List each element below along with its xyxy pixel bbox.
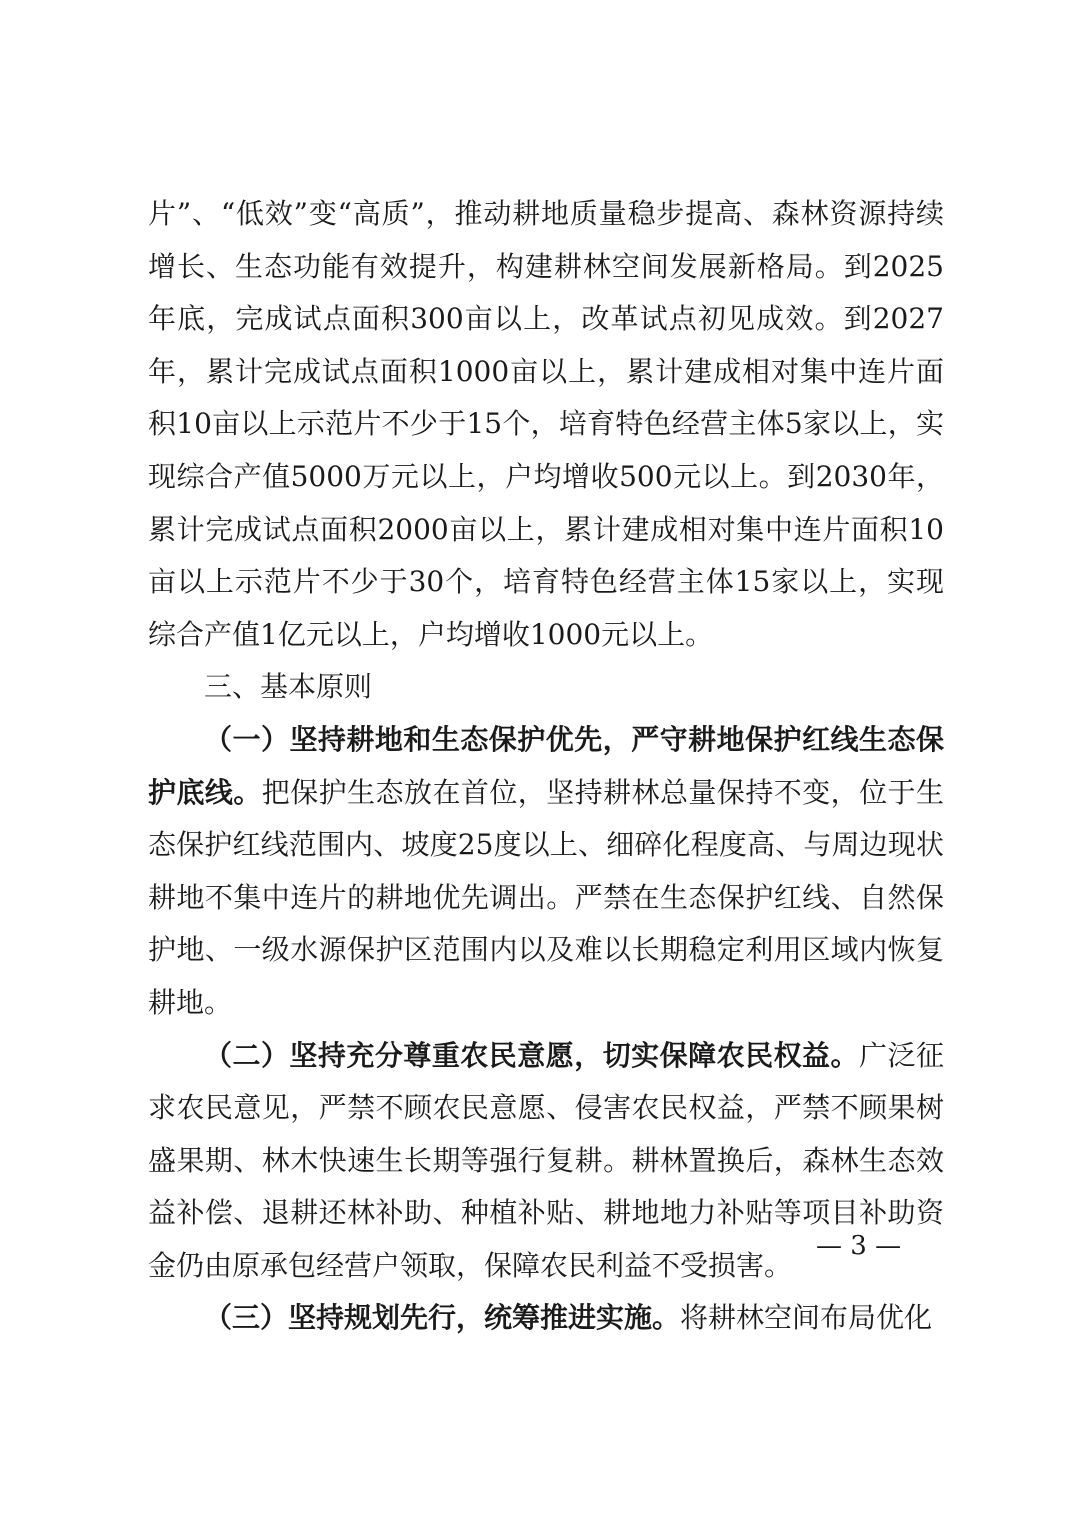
principle-1-title: （一）坚持耕地和生态保护优先，严守耕地保护红线生态保护底线。 (148, 722, 944, 809)
principle-1-text: 把保护生态放在首位，坚持耕林总量保持不变，位于生态保护红线范围内、坡度25度以上、细碎化程度高、与周边现状耕地不集中连片的耕地优先调出。严禁在生态保护红线、自然保护地、一级水源保护区范围内以及难以长期稳定利用区域内恢复耕地。 (148, 775, 944, 1019)
section-heading-basic-principles (148, 661, 944, 714)
principle-2-text: 广泛征求农民意见，严禁不顾农民意愿、侵害农民权益，严禁不顾果树盛果期、林木快速生长期等强行复耕。耕林置换后，森林生态效益补偿、退耕还林补助、种植补贴、耕地地力补贴等项目补助资金仍由原承包经营户领取，保障农民利益不受损害。 (148, 1038, 944, 1282)
section-heading-text: 三、基本原则 (204, 670, 373, 704)
document-body (148, 188, 944, 1345)
principle-3-text: 将耕林空间布局优化 (680, 1301, 933, 1335)
page-number: — 3 — (816, 1231, 902, 1261)
principle-3-title: （三）坚持规划先行，统筹推进实施。 (204, 1301, 681, 1335)
principle-3 (148, 1292, 944, 1345)
principle-1 (148, 714, 944, 1030)
paragraph-goals-text: 片”、“低效”变“高质”，推动耕地质量稳步提高、森林资源持续增长、生态功能有效提升，构建耕林空间发展新格局。到2025年底，完成试点面积300亩以上，改革试点初见成效。到2027年，累计完成试点面积1000亩以上，累计建成相对集中连片面积10亩以上示范片不少于15个，培育特色经营主体5家以上，实现综合产值5000万元以上，户均增收500元以上。到2030年，累计完成试点面积2000亩以上，累计建成相对集中连片面积10亩以上示范片不少于30个，培育特色经营主体15家以上，实现综合产值1亿元以上，户均增收1000元以上。 (148, 197, 944, 651)
principle-2-title: （二）坚持充分尊重农民意愿，切实保障农民权益。 (204, 1038, 860, 1072)
paragraph-goals (148, 188, 944, 661)
